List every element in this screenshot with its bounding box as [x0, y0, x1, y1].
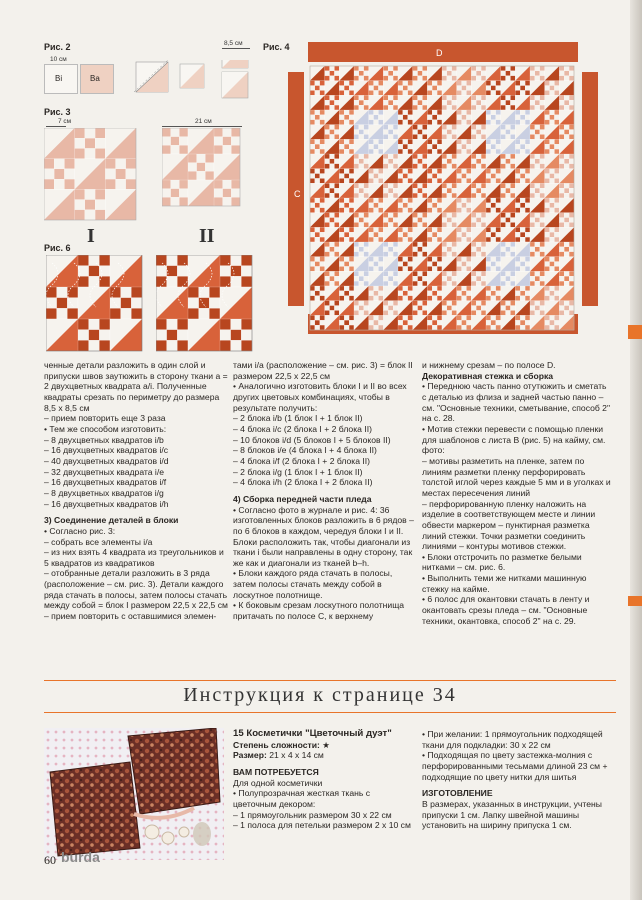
fig3-dim-a: 7 см [58, 118, 72, 125]
col1-list-4: – 32 двухцветных квадрата i/e [44, 466, 165, 477]
fig3-dim-line-a [46, 126, 66, 127]
fig2-dim-a: 10 см [50, 56, 67, 63]
fig2-patch-bi [44, 64, 78, 94]
col1-p8: – прием повторить с оставшимися элемен- [44, 611, 217, 622]
cosmetics-column-2 [422, 729, 612, 831]
burda-logo: burda [61, 849, 100, 865]
fig6-label: Рис. 6 [44, 243, 71, 253]
col2-p5: • К боковым срезам лоскутного полотнища притачать по полосе C, к верхнему [233, 600, 405, 622]
col2-p2: • Аналогично изготовить блоки I и II во всех других цветовых комбинациях, чтобы в результате получить: [233, 381, 407, 413]
make-heading: ИЗГОТОВЛЕНИЕ [422, 788, 493, 799]
col2-p3: • Согласно фото в журнале и рис. 4: 36 изготовленных блоков разложить в 6 рядов – по 6 блоков в каждом, чередуя блоки I и II. Блоки расположить так, чтобы диагонали из ткани i были направлены в одну сторону, так же как и диагонали из тканей b–h. [233, 504, 414, 568]
fig3-block-ii [162, 128, 242, 222]
fig6-block-i [46, 255, 144, 353]
banner-rule-bottom [44, 712, 616, 713]
col1-list-5: – 16 двухцветных квадратов i/f [44, 477, 167, 488]
col3-p7: • Выполнить теми же нитками машинную стежку на кайме. [422, 573, 587, 594]
col1-p5: – собрать все элементы i/a [44, 536, 153, 547]
fig4-label: Рис. 4 [263, 42, 290, 52]
optional-lining: • При желании: 1 прямоугольник подходящей ткани для подкладки: 30 х 22 см [422, 729, 603, 750]
col1-p2: – прием повторить еще 3 раза [44, 413, 166, 424]
orange-tab-bottom [628, 596, 642, 606]
section-banner: Инструкция к странице 34 [183, 684, 457, 706]
fig2-patch-bi-text: Bi [55, 74, 63, 83]
item-2: – 1 полоса для петельки размером 2 х 10 см [233, 820, 411, 831]
fig4-grid [310, 66, 574, 330]
col1-list-7: – 16 двухцветных квадратов i/h [44, 498, 169, 509]
col1-list-3: – 40 двухцветных квадратов i/d [44, 455, 169, 466]
fig3-label: Рис. 3 [44, 107, 71, 117]
fig2-diagram [134, 60, 254, 106]
fig2-patch-ba-text: Ba [90, 74, 100, 83]
difficulty-label: Степень сложности: [233, 739, 320, 750]
col1-list-1: – 8 двухцветных квадратов i/b [44, 434, 164, 445]
col1-p3: • Тем же способом изготовить: [44, 423, 167, 434]
cosmetic-bags-photo [44, 728, 224, 860]
col2-list-3: – 10 блоков i/d (5 блоков I + 5 блоков II) [233, 434, 391, 445]
fig2-patch-ba [80, 64, 114, 94]
col2-heading: 4) Сборка передней части пледа [233, 493, 372, 504]
fig2-dim-line [222, 48, 250, 49]
fig6-block-ii [156, 255, 254, 353]
orange-tab-top [628, 325, 642, 339]
col3-p2: • Переднюю часть панно отутюжить и сметать с деталью из флиза и задней частью панно – см. "Основные техники, сметывание, способ 2" на с. 28. [422, 381, 611, 424]
difficulty-star-icon: ★ [322, 739, 330, 750]
col1-heading: 3) Соединение деталей в блоки [44, 515, 179, 526]
size-label: Размер: [233, 750, 267, 761]
col1-p1: ченные детали разложить в один слой и припуски швов заутюжить в сторону ткани a = 2 двухцветных квадрата a/i. Полученные квадраты срезать по периметру до размера 8,5 х 8,5 см [44, 360, 228, 413]
col1-p6: – из них взять 4 квадрата из треугольников и 5 квадратов из квадратиков [44, 547, 224, 568]
cosmetics-title: 15 Косметички "Цветочный дуэт" [233, 728, 392, 739]
fig3-block-i [44, 128, 138, 222]
cosmetic-bags-illustration [44, 728, 224, 860]
make-text: В размерах, указанных в инструкции, учтены припуски 1 см. Лапку швейной машины установить на ширину припуска 1 см. [422, 798, 602, 831]
column-2 [233, 360, 415, 622]
zipper: • Подходящая по цвету застежка-молния с перфорированными тесьмами длиной 23 см + подходящие по цвету нитки для шитья [422, 750, 608, 782]
col2-p1: тами i/a (расположение – см. рис. 3) = блок II размером 22,5 х 22,5 см [233, 360, 413, 381]
need-heading: ВАМ ПОТРЕБУЕТСЯ [233, 766, 319, 777]
size-value: 21 х 4 х 14 см [269, 750, 324, 761]
column-3 [422, 360, 612, 626]
fig2-dim-b: 8,5 см [224, 40, 243, 47]
col3-p6: • Блоки отстрочить по разметке белыми нитками – см. рис. 6. [422, 551, 582, 573]
col1-p4: • Согласно рис. 3: [44, 525, 116, 536]
col3-p8: • 6 полос для окантовки стачать в ленту и окантовать срезы пледа – см. "Основные техники, окантовка, способ 2" на с. 29. [422, 594, 590, 626]
fig3-dim-line-b [162, 126, 242, 127]
col1-list-6: – 8 двухцветных квадратов i/g [44, 487, 164, 498]
col2-list-2: – 4 блока i/c (2 блока I + 2 блока II) [233, 423, 372, 434]
cosmetics-column-1 [233, 729, 415, 831]
one-bag: Для одной косметички [233, 777, 323, 788]
fig6-label-ii: II [199, 225, 215, 247]
col2-list-7: – 4 блока i/h (2 блока I + 2 блока II) [233, 477, 373, 488]
column-1 [44, 360, 228, 622]
fig3-dim-b: 21 см [195, 118, 212, 125]
col3-heading: Декоративная стежка и сборка [422, 370, 554, 381]
fig6-label-i: I [87, 225, 95, 247]
banner-rule-top [44, 680, 616, 681]
fabric: • Полупрозрачная жесткая ткань с цветочным декором: [233, 788, 371, 809]
col3-p3: • Мотив стежки перевести с помощью пленки для шаблонов с листа В (рис. 5) на кайму, см. фото: [422, 423, 606, 456]
page-number: 60 [44, 853, 56, 867]
page-edge [630, 0, 642, 900]
col2-p4: • Блоки каждого ряда стачать в полосы, затем полосы стачать между собой в лоскутное полотнище. [233, 568, 393, 600]
col2-list-6: – 2 блока i/g (1 блок I + 1 блок II) [233, 466, 363, 477]
col3-p1: и нижнему срезам – по полосе D. [422, 360, 556, 370]
col2-list-1: – 2 блока i/b (1 блок I + 1 блок II) [233, 413, 363, 424]
col3-p4: – мотивы разметить на пленке, затем по линиям разметки пленку перфорировать толстой иглой через каждые 5 мм и в уголках и местах пересечения линий [422, 455, 611, 498]
col1-p7: – отобранные детали разложить в 3 ряда (расположение – см. рис. 3). Детали каждого ряда стачать в полосы, затем полосы стачать между собой = блок I размером 22,5 х 22,5 см [44, 568, 228, 611]
fig4-quilt [288, 42, 603, 334]
col2-list-5: – 4 блока i/f (2 блока I + 2 блока II) [233, 455, 371, 466]
col1-list-2: – 16 двухцветных квадратов i/c [44, 445, 169, 456]
fig4-strip-c: C [294, 189, 301, 199]
col3-p5: – перфорированную пленку наложить на изделие в соответствующем месте и линии обвести маркером – пунктирная разметка линий стежки. Точки разметки соединить линиями – контуры мотивов стежки. [422, 498, 596, 552]
item-1: – 1 прямоугольник размером 30 х 22 см [233, 809, 392, 820]
fig4-strip-d: D [436, 48, 443, 58]
fig2-label: Рис. 2 [44, 42, 71, 52]
col2-list-4: – 8 блоков i/e (4 блока I + 4 блока II) [233, 445, 377, 456]
